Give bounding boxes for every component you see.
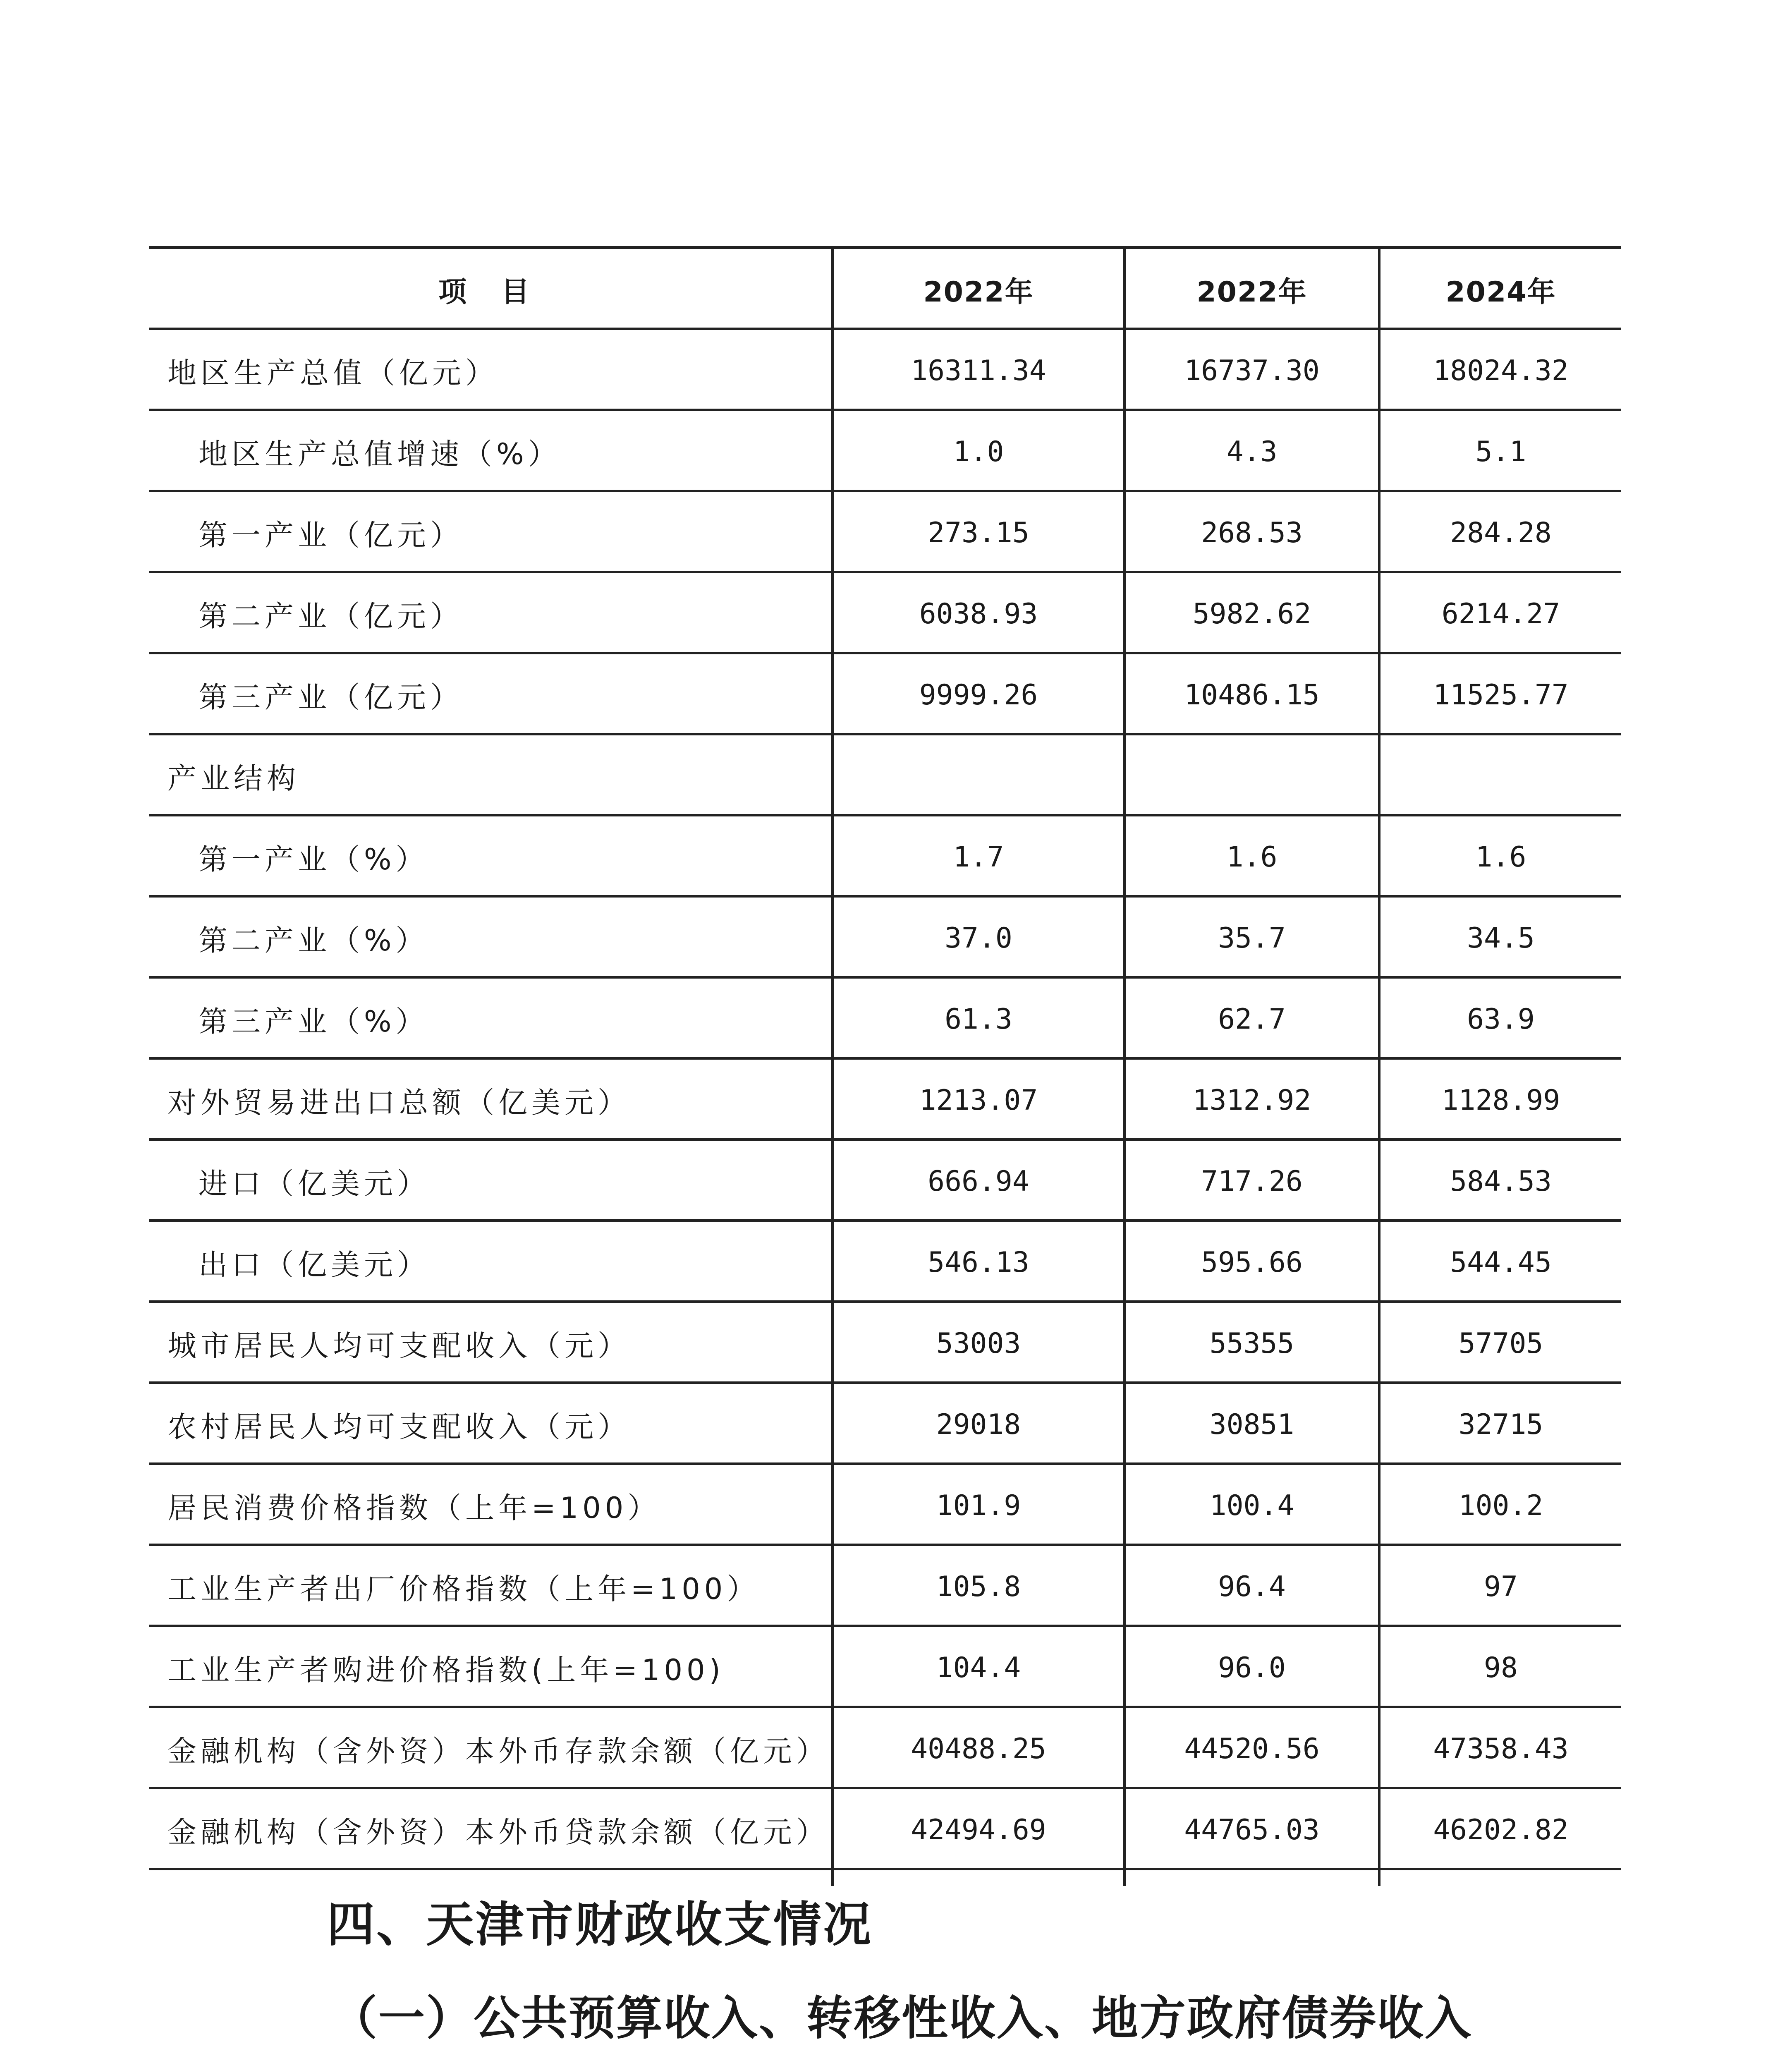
- row-value-2: 100.4: [1209, 1489, 1294, 1522]
- row-value-1: 546.13: [928, 1246, 1029, 1279]
- table-row: [149, 1303, 1621, 1384]
- table-row: [149, 1627, 1621, 1708]
- row-value-2: 96.4: [1218, 1570, 1286, 1603]
- row-value-1: 101.9: [936, 1489, 1021, 1522]
- row-value-3: 284.28: [1450, 516, 1552, 549]
- row-value-1: 666.94: [928, 1165, 1029, 1198]
- row-label: 进口（亿美元）: [199, 1166, 430, 1201]
- row-value-3: 584.53: [1450, 1165, 1552, 1198]
- row-label: 第一产业（%）: [199, 842, 429, 876]
- table-row: [149, 1708, 1621, 1789]
- table-row: [149, 1141, 1621, 1222]
- row-value-1: 6038.93: [919, 597, 1038, 630]
- column-divider: [1123, 246, 1126, 1886]
- table-row: [149, 1465, 1621, 1546]
- row-value-2: 55355: [1209, 1327, 1294, 1360]
- row-label: 农村居民人均可支配收入（元）: [167, 1410, 631, 1444]
- table-header-row: [149, 249, 1621, 330]
- row-value-1: 61.3: [945, 1003, 1012, 1036]
- row-label: 第三产业（亿元）: [199, 680, 463, 714]
- column-divider: [831, 246, 834, 1886]
- table-row: [149, 1546, 1621, 1627]
- row-value-3: 97: [1484, 1570, 1518, 1603]
- row-value-3: 34.5: [1467, 922, 1535, 955]
- row-label: 第三产业（%）: [199, 1004, 429, 1039]
- row-value-3: 11525.77: [1433, 678, 1569, 711]
- row-value-2: 35.7: [1218, 922, 1286, 955]
- row-value-1: 273.15: [928, 516, 1029, 549]
- table-row: [149, 1060, 1621, 1141]
- row-label: 第二产业（%）: [199, 923, 429, 957]
- header-year-2: 2022年: [1196, 275, 1307, 309]
- row-value-3: 544.45: [1450, 1246, 1552, 1279]
- table-row: [149, 735, 1621, 816]
- row-label: 地区生产总值（亿元）: [167, 356, 498, 390]
- header-item: 项 目: [438, 275, 542, 309]
- subsection-heading: （一）公共预算收入、转移性收入、地方政府债券收入: [331, 1991, 1472, 2045]
- row-value-1: 1.0: [953, 435, 1004, 468]
- row-value-1: 53003: [936, 1327, 1021, 1360]
- row-value-3: [1380, 735, 1621, 816]
- table-row: [149, 816, 1621, 898]
- row-value-3: 47358.43: [1433, 1732, 1569, 1765]
- row-label: 第一产业（亿元）: [199, 518, 463, 552]
- row-value-3: 5.1: [1475, 435, 1526, 468]
- header-year-1: 2022年: [923, 275, 1034, 309]
- table-row: [149, 1789, 1621, 1870]
- row-value-2: 62.7: [1218, 1003, 1286, 1036]
- row-value-2: 717.26: [1201, 1165, 1303, 1198]
- row-value-1: 1.7: [953, 840, 1004, 874]
- row-label: 第二产业（亿元）: [199, 599, 463, 633]
- row-value-2: [1126, 735, 1378, 816]
- row-value-1: [834, 735, 1123, 816]
- row-value-2: 4.3: [1226, 435, 1278, 468]
- row-value-2: 30851: [1209, 1408, 1294, 1441]
- row-value-2: 44765.03: [1184, 1813, 1320, 1846]
- row-value-3: 46202.82: [1433, 1813, 1569, 1846]
- table-row: [149, 654, 1621, 735]
- row-value-3: 100.2: [1458, 1489, 1543, 1522]
- row-value-2: 595.66: [1201, 1246, 1303, 1279]
- row-label: 居民消费价格指数（上年=100）: [167, 1491, 661, 1525]
- table-row: [149, 573, 1621, 654]
- row-value-3: 1128.99: [1441, 1084, 1560, 1117]
- row-value-1: 37.0: [945, 922, 1012, 955]
- row-value-2: 5982.62: [1192, 597, 1311, 630]
- table-row: [149, 492, 1621, 573]
- row-value-3: 18024.32: [1433, 354, 1569, 387]
- row-label: 金融机构（含外资）本外币贷款余额（亿元）: [167, 1815, 829, 1849]
- table-top-rule: [149, 246, 1621, 249]
- row-label: 工业生产者出厂价格指数（上年=100）: [167, 1572, 760, 1606]
- row-label: 对外贸易进出口总额（亿美元）: [167, 1085, 631, 1120]
- column-divider: [1378, 246, 1380, 1886]
- table-row: [149, 1222, 1621, 1303]
- row-value-3: 98: [1484, 1651, 1518, 1684]
- row-value-1: 29018: [936, 1408, 1021, 1441]
- row-value-3: 32715: [1458, 1408, 1543, 1441]
- row-value-1: 42494.69: [911, 1813, 1046, 1846]
- row-value-2: 96.0: [1218, 1651, 1286, 1684]
- row-value-2: 268.53: [1201, 516, 1303, 549]
- row-value-1: 105.8: [936, 1570, 1021, 1603]
- row-label: 出口（亿美元）: [199, 1247, 430, 1282]
- row-value-2: 1.6: [1226, 840, 1278, 874]
- row-value-1: 9999.26: [919, 678, 1038, 711]
- row-label: 城市居民人均可支配收入（元）: [167, 1328, 631, 1363]
- row-value-1: 40488.25: [911, 1732, 1046, 1765]
- row-value-2: 44520.56: [1184, 1732, 1320, 1765]
- row-value-1: 104.4: [936, 1651, 1021, 1684]
- header-year-3: 2024年: [1445, 275, 1556, 309]
- row-value-3: 6214.27: [1441, 597, 1560, 630]
- row-value-3: 57705: [1458, 1327, 1543, 1360]
- table-row: [149, 1384, 1621, 1465]
- table-row: [149, 330, 1621, 411]
- row-value-3: 1.6: [1475, 840, 1526, 874]
- section-heading: 四、天津市财政收支情况: [327, 1897, 873, 1953]
- table-row: [149, 898, 1621, 979]
- table-row: [149, 979, 1621, 1060]
- row-label: 产业结构: [167, 761, 300, 795]
- row-value-1: 1213.07: [919, 1084, 1038, 1117]
- row-label: 金融机构（含外资）本外币存款余额（亿元）: [167, 1734, 829, 1768]
- table-row: [149, 411, 1621, 492]
- body-paragraph: [227, 2058, 1551, 2068]
- row-value-2: 16737.30: [1184, 354, 1320, 387]
- row-value-3: 63.9: [1467, 1003, 1535, 1036]
- row-label: 地区生产总值增速（%）: [199, 437, 561, 471]
- row-value-2: 1312.92: [1192, 1084, 1311, 1117]
- row-value-1: 16311.34: [911, 354, 1046, 387]
- row-label: 工业生产者购进价格指数(上年=100): [167, 1653, 725, 1687]
- row-value-2: 10486.15: [1184, 678, 1320, 711]
